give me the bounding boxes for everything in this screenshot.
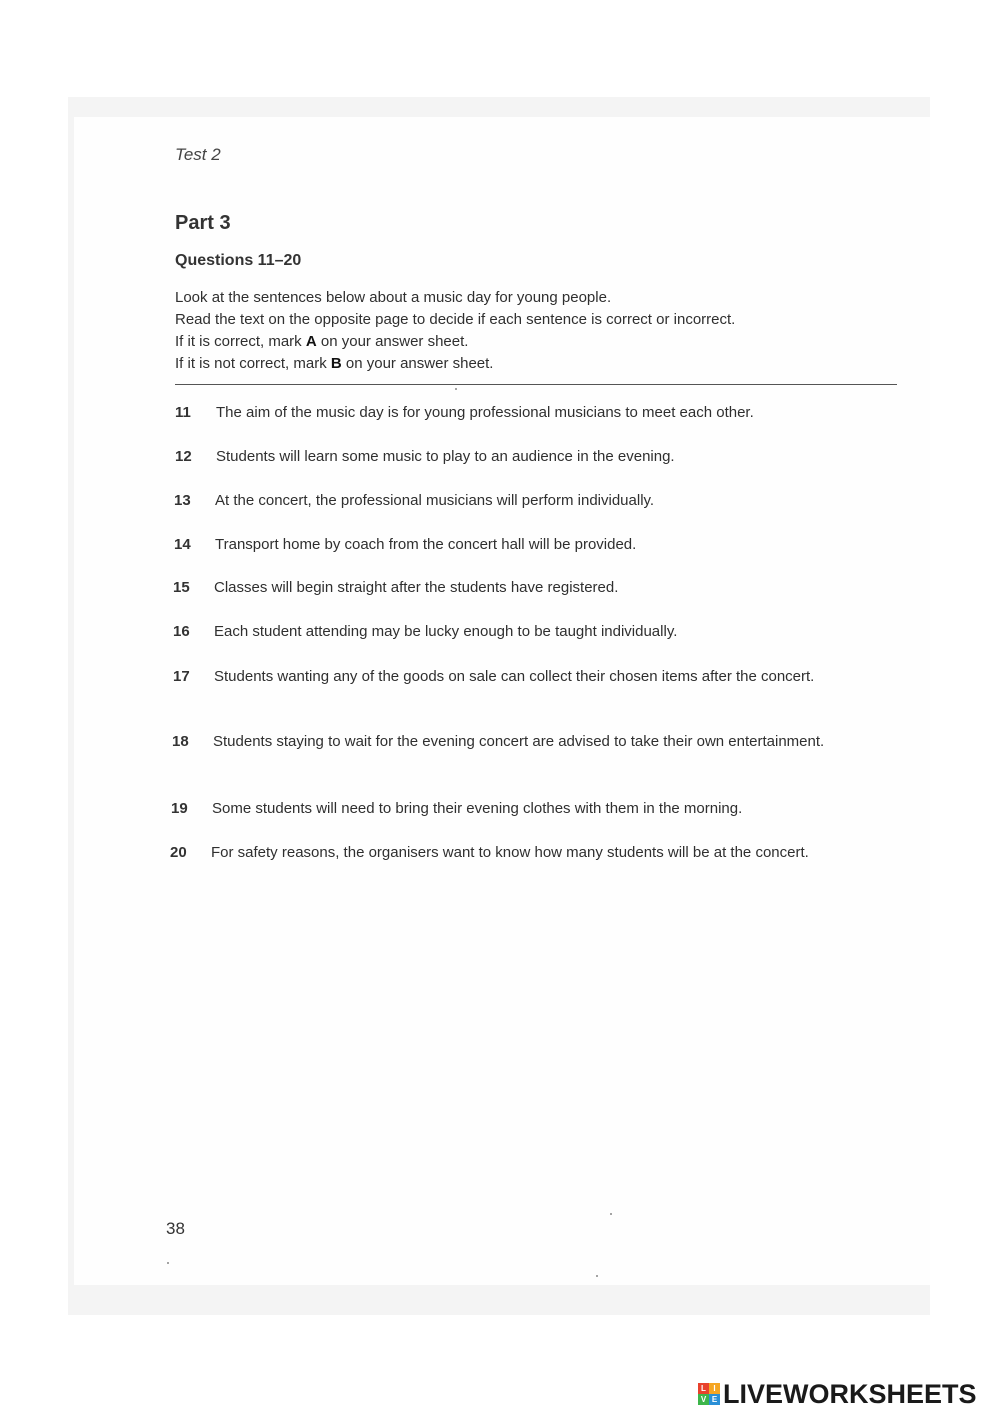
question-number: 12 [175,448,192,465]
instruction-line: Look at the sentences below about a music day for young people. [175,289,612,306]
question-text: Each student attending may be lucky enough to be taught individually. [214,623,678,640]
scan-speck [596,1275,598,1277]
question-number: 18 [172,733,189,750]
scan-speck [455,388,457,390]
question-number: 20 [170,844,187,861]
liveworksheets-logo-icon [698,1383,720,1405]
instruction-text: on your answer sheet. [316,333,469,350]
instruction-line [175,353,895,375]
question-number: 15 [173,579,190,596]
question-number: 13 [174,492,191,509]
questions-heading: Questions 11–20 [175,252,302,269]
question-number: 19 [171,800,188,817]
instructions [175,287,895,375]
question-text: The aim of the music day is for young professional musicians to meet each other. [216,404,754,421]
question-text: Students staying to wait for the evening concert are advised to take their own entertainment. [213,733,825,750]
scan-speck [610,1213,612,1215]
logo-tile: V [698,1394,709,1405]
answer-mark-a: A [305,333,317,350]
instruction-line [175,331,895,353]
question-text: Some students will need to bring their evening clothes with them in the morning. [212,800,743,817]
part-title: Part 3 [175,212,231,234]
instruction-text: on your answer sheet. [341,355,494,372]
question-text: Classes will begin straight after the students have registered. [214,579,619,596]
instruction-text: If it is correct, mark [175,333,306,350]
liveworksheets-branding [698,1377,977,1411]
logo-tile: L [698,1383,709,1394]
question-number: 16 [173,623,190,640]
test-label: Test 2 [175,145,221,164]
logo-tile: I [709,1383,720,1394]
question-text: Students will learn some music to play to an audience in the evening. [216,448,675,465]
divider-rule [175,384,897,385]
question-number: 11 [175,404,191,421]
answer-mark-b: B [330,355,342,372]
question-text: For safety reasons, the organisers want to know how many students will be at the concert. [211,844,809,861]
question-number: 17 [173,668,190,685]
scan-speck [167,1262,169,1264]
brand-name: LIVEWORKSHEETS [723,1378,977,1409]
question-text: At the concert, the professional musicians will perform individually. [215,492,655,509]
question-number: 14 [174,536,191,553]
instruction-line: Read the text on the opposite page to decide if each sentence is correct or incorrect. [175,311,736,328]
question-text: Transport home by coach from the concert hall will be provided. [215,536,637,553]
instruction-text: If it is not correct, mark [175,355,331,372]
logo-tile: E [709,1394,720,1405]
question-text: Students wanting any of the goods on sale can collect their chosen items after the concert. [214,668,815,685]
page-number: 38 [166,1219,185,1238]
